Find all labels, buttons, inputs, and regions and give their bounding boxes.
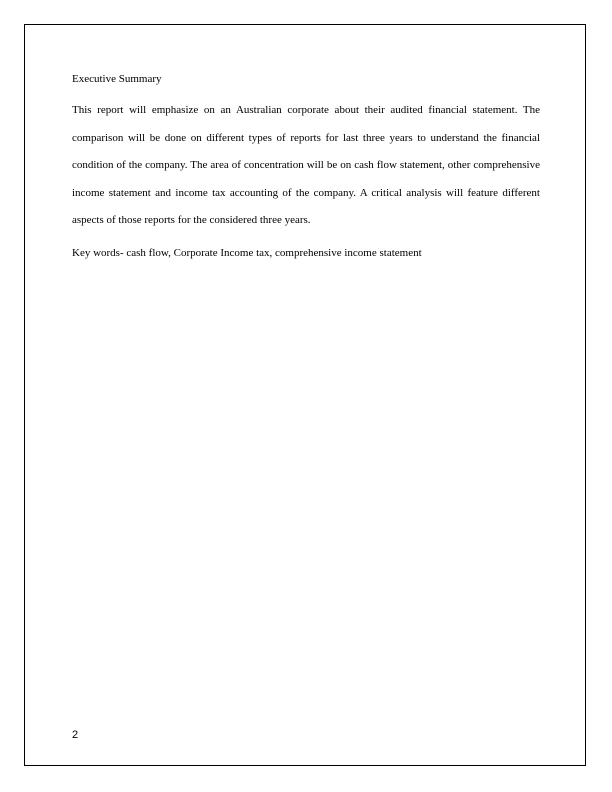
section-heading: Executive Summary <box>72 73 162 85</box>
summary-paragraph: This report will emphasize on an Australian corporate about their audited financial statement. The comparison will be done on different types of reports for last three years to understand the financial condition of the company. The area of concentration will be on cash flow statement, other comprehensive income statement and income tax accounting of the company. A critical analysis will feature different aspects of those reports for the considered three years. <box>72 104 540 227</box>
page-number: 2 <box>72 729 79 741</box>
keywords-line: Key words- cash flow, Corporate Income tax, comprehensive income statement <box>72 246 422 259</box>
document-body <box>72 71 540 261</box>
